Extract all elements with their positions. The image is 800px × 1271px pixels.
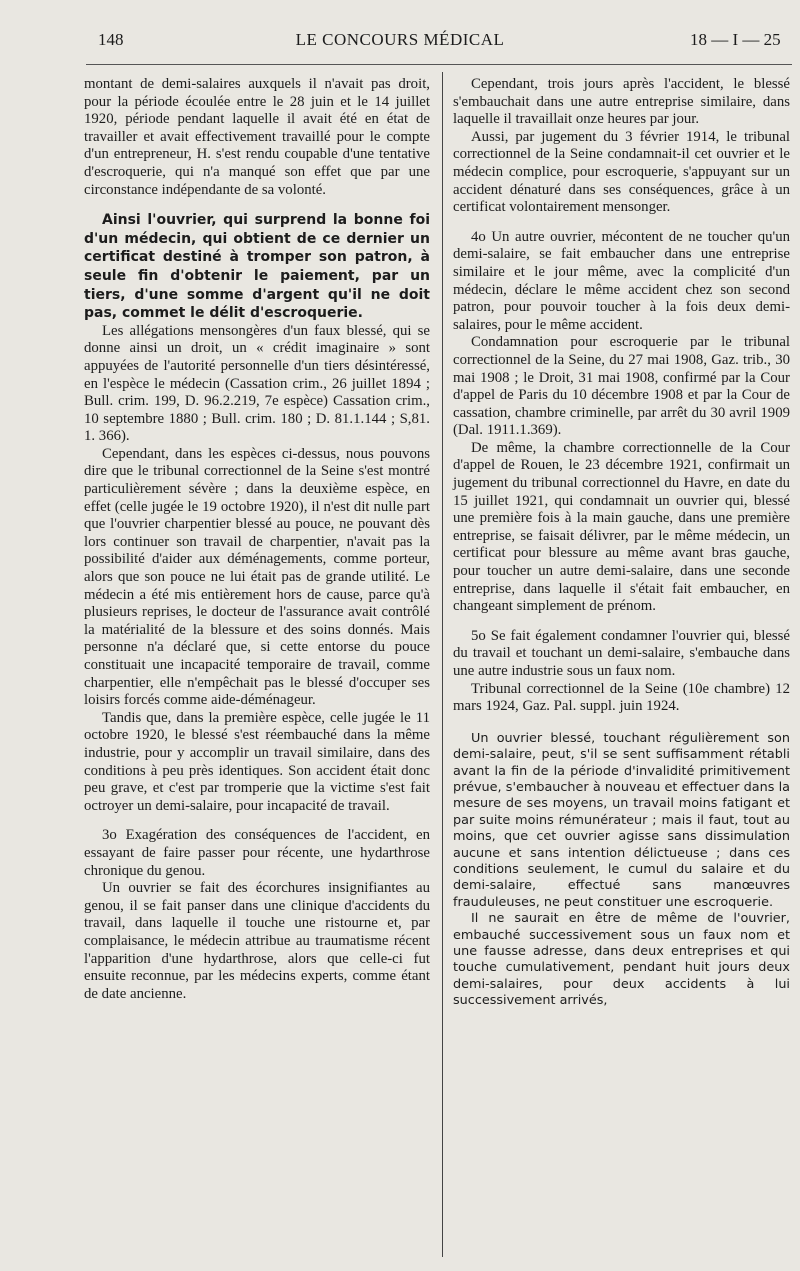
issue-date: 18 — I — 25 <box>690 30 781 49</box>
right-column <box>453 76 790 1010</box>
citation-paragraph: Tribunal correctionnel de la Seine (10e chambre) 12 mars 1924, Gaz. Pal. suppl. juin 1924. <box>453 680 790 715</box>
citation-paragraph: Condamnation pour escroquerie par le tribunal correctionnel de la Seine, du 27 mai 1908, Gaz. trib., 30 mai 1908 ; le Droit, 31 mai 1908, confirmé par la Cour d'appel de Paris du 10 décembre 1908 et par la Cour de cassation, chambre criminelle, par arrêt du 30 avril 1909 (Dal. 1911.1.369). <box>453 334 790 439</box>
column-divider <box>442 72 443 1257</box>
paragraph: Cependant, dans les espèces ci-dessus, nous pouvons dire que le tribunal correctionnel de la Seine s'est montré particulièrement sévère ; dans la deuxième espèce, en effet (celle jugée le 19 octobre 1920), il n'est dit nulle part que l'ouvrier charpentier blessé au pouce, ne pouvant dès lors continuer son travail de charpentier, n'avait pas la possibilité d'aider aux déménagements, comme porteur, alors que son pouce ne lui était pas de grande utilité. Le médecin a été mis entièrement hors de cause, parce qu'à plusieurs reprises, le docteur de l'assurance avait contrôlé la matérialité de la blessure et des soins donnés. Mais personne n'a déclaré que, si cette entorse du pouce constituait une incapacité temporaire de travail, comme charpentier, elle n'empêchait pas le blessé d'occuper ses loisirs forcés comme aide-déménageur. <box>84 445 430 709</box>
journal-title: LE CONCOURS MÉDICAL <box>295 30 505 49</box>
page-number: 148 <box>98 30 124 49</box>
bold-paragraph: Ainsi l'ouvrier, qui surprend la bonne foi d'un médecin, qui obtient de ce dernier un certificat destiné à tromper son patron, à seule fin d'obtenir le paiement, par un tiers, d'une somme d'argent qu'il ne doit pas, commet le délit d'escroquerie. <box>84 212 430 322</box>
paragraph: montant de demi-salaires auxquels il n'avait pas droit, pour la période écoulée entre le 28 juin et le 14 juillet 1920, période pendant laquelle il avait été en état de travailler et avait effectivement travaillé pour le compte d'un entrepreneur, H. s'est rendu coupable d'une tentative d'escroquerie, qui n'a manqué son effet que par une circonstance indépendante de sa volonté. <box>84 76 430 198</box>
section-heading-3: 3o Exagération des conséquences de l'accident, en essayant de faire passer pour récente, une hydarthrose chronique du genou. <box>84 827 430 879</box>
small-paragraph: Il ne saurait en être de même de l'ouvrier, embauché successivement sous un faux nom et une fausse adresse, dans deux entreprises et qui touche cumulativement, pendant huit jours deux demi-salaires, pour deux accidents à lui successivement arrivés, <box>453 911 790 1009</box>
paragraph: Tandis que, dans la première espèce, celle jugée le 11 octobre 1920, le blessé s'est réembauché dans la même industrie, pour y accomplir un travail similaire, dans des conditions à peu près identiques. Son accident était donc peu grave, et c'est par tromperie que la victime s'est fait octroyer un demi-salaire, pour incapacité de travail. <box>84 709 430 814</box>
section-heading-4: 4o Un autre ouvrier, mécontent de ne toucher qu'un demi-salaire, se fait embaucher dans une entreprise similaire et le jour même, avec la complicité d'un médecin, déclare le même accident chez son second patron, pour pouvoir toucher à la fois deux demi-salaires, pour le même accident. <box>453 228 790 333</box>
paragraph: Les allégations mensongères d'un faux blessé, qui se donne ainsi un droit, un « crédit imaginaire » sont appuyées de l'autorité personnelle d'un tiers désintéressé, en l'espèce le médecin (Cassation crim., 26 juillet 1894 ; Bull. crim. 199, D. 96.2.219, 7e espèce) Cassation crim., 10 septembre 1880 ; Bull. crim. 180 ; D. 81.1.144 ; S,81. 1. 366). <box>84 322 430 445</box>
section-heading-5: 5o Se fait également condamner l'ouvrier qui, blessé du travail et touchant un demi-salaire, s'embauche dans une autre industrie sous un faux nom. <box>453 627 790 679</box>
paragraph: Cependant, trois jours après l'accident, le blessé s'embauchait dans une autre entreprise similaire, dans laquelle il travaillait onze heures par jour. <box>453 76 790 128</box>
paragraph: Un ouvrier se fait des écorchures insignifiantes au genou, il se fait panser dans une clinique d'accidents du travail, dans laquelle il touche une ristourne et, par complaisance, le médecin attribue au traumatisme récent l'apparition d'une hydarthrose, alors que celle-ci fut ensuite reconnue, par les médecins experts, comme étant de date ancienne. <box>84 880 430 1002</box>
header-rule <box>86 64 792 65</box>
small-paragraph: Un ouvrier blessé, touchant régulièrement son demi-salaire, peut, s'il se sent suffisamment rétabli avant la fin de la période d'invalidité primitivement prévue, s'embaucher à nouveau et effectuer dans la mesure de ses moyens, un travail moins fatigant et par suite moins rémunérateur ; mais il faut, tout au moins, que cet ouvrier agisse sans dissimulation aucune et sans intention délictueuse ; dans ces conditions seulement, le cumul du salaire et du demi-salaire, effectué sans manœuvres frauduleuses, ne peut constituer une escroquerie. <box>453 730 790 910</box>
paragraph: Aussi, par jugement du 3 février 1914, le tribunal correctionnel de la Seine condamnait-il cet ouvrier et le médecin complice, pour escroquerie, s'appuyant sur un accident dénaturé dans ses conséquences, grâce à un certificat volontairement mensonger. <box>453 128 790 216</box>
paragraph: De même, la chambre correctionnelle de la Cour d'appel de Rouen, le 23 décembre 1921, confirmait un jugement du tribunal correctionnel du Havre, en date du 15 juillet 1921, qui condamnait un ouvrier qui, blessé une première fois à la main gauche, dans une première entreprise, se faisait délivrer, par le même médecin, un certificat pour blessure au même avant bras gauche, pour toucher un autre demi-salaire, dans une seconde entreprise, dans laquelle il s'était fait embaucher, en changeant simplement de prénom. <box>453 439 790 615</box>
left-column <box>84 76 430 1003</box>
page-header <box>0 30 800 54</box>
